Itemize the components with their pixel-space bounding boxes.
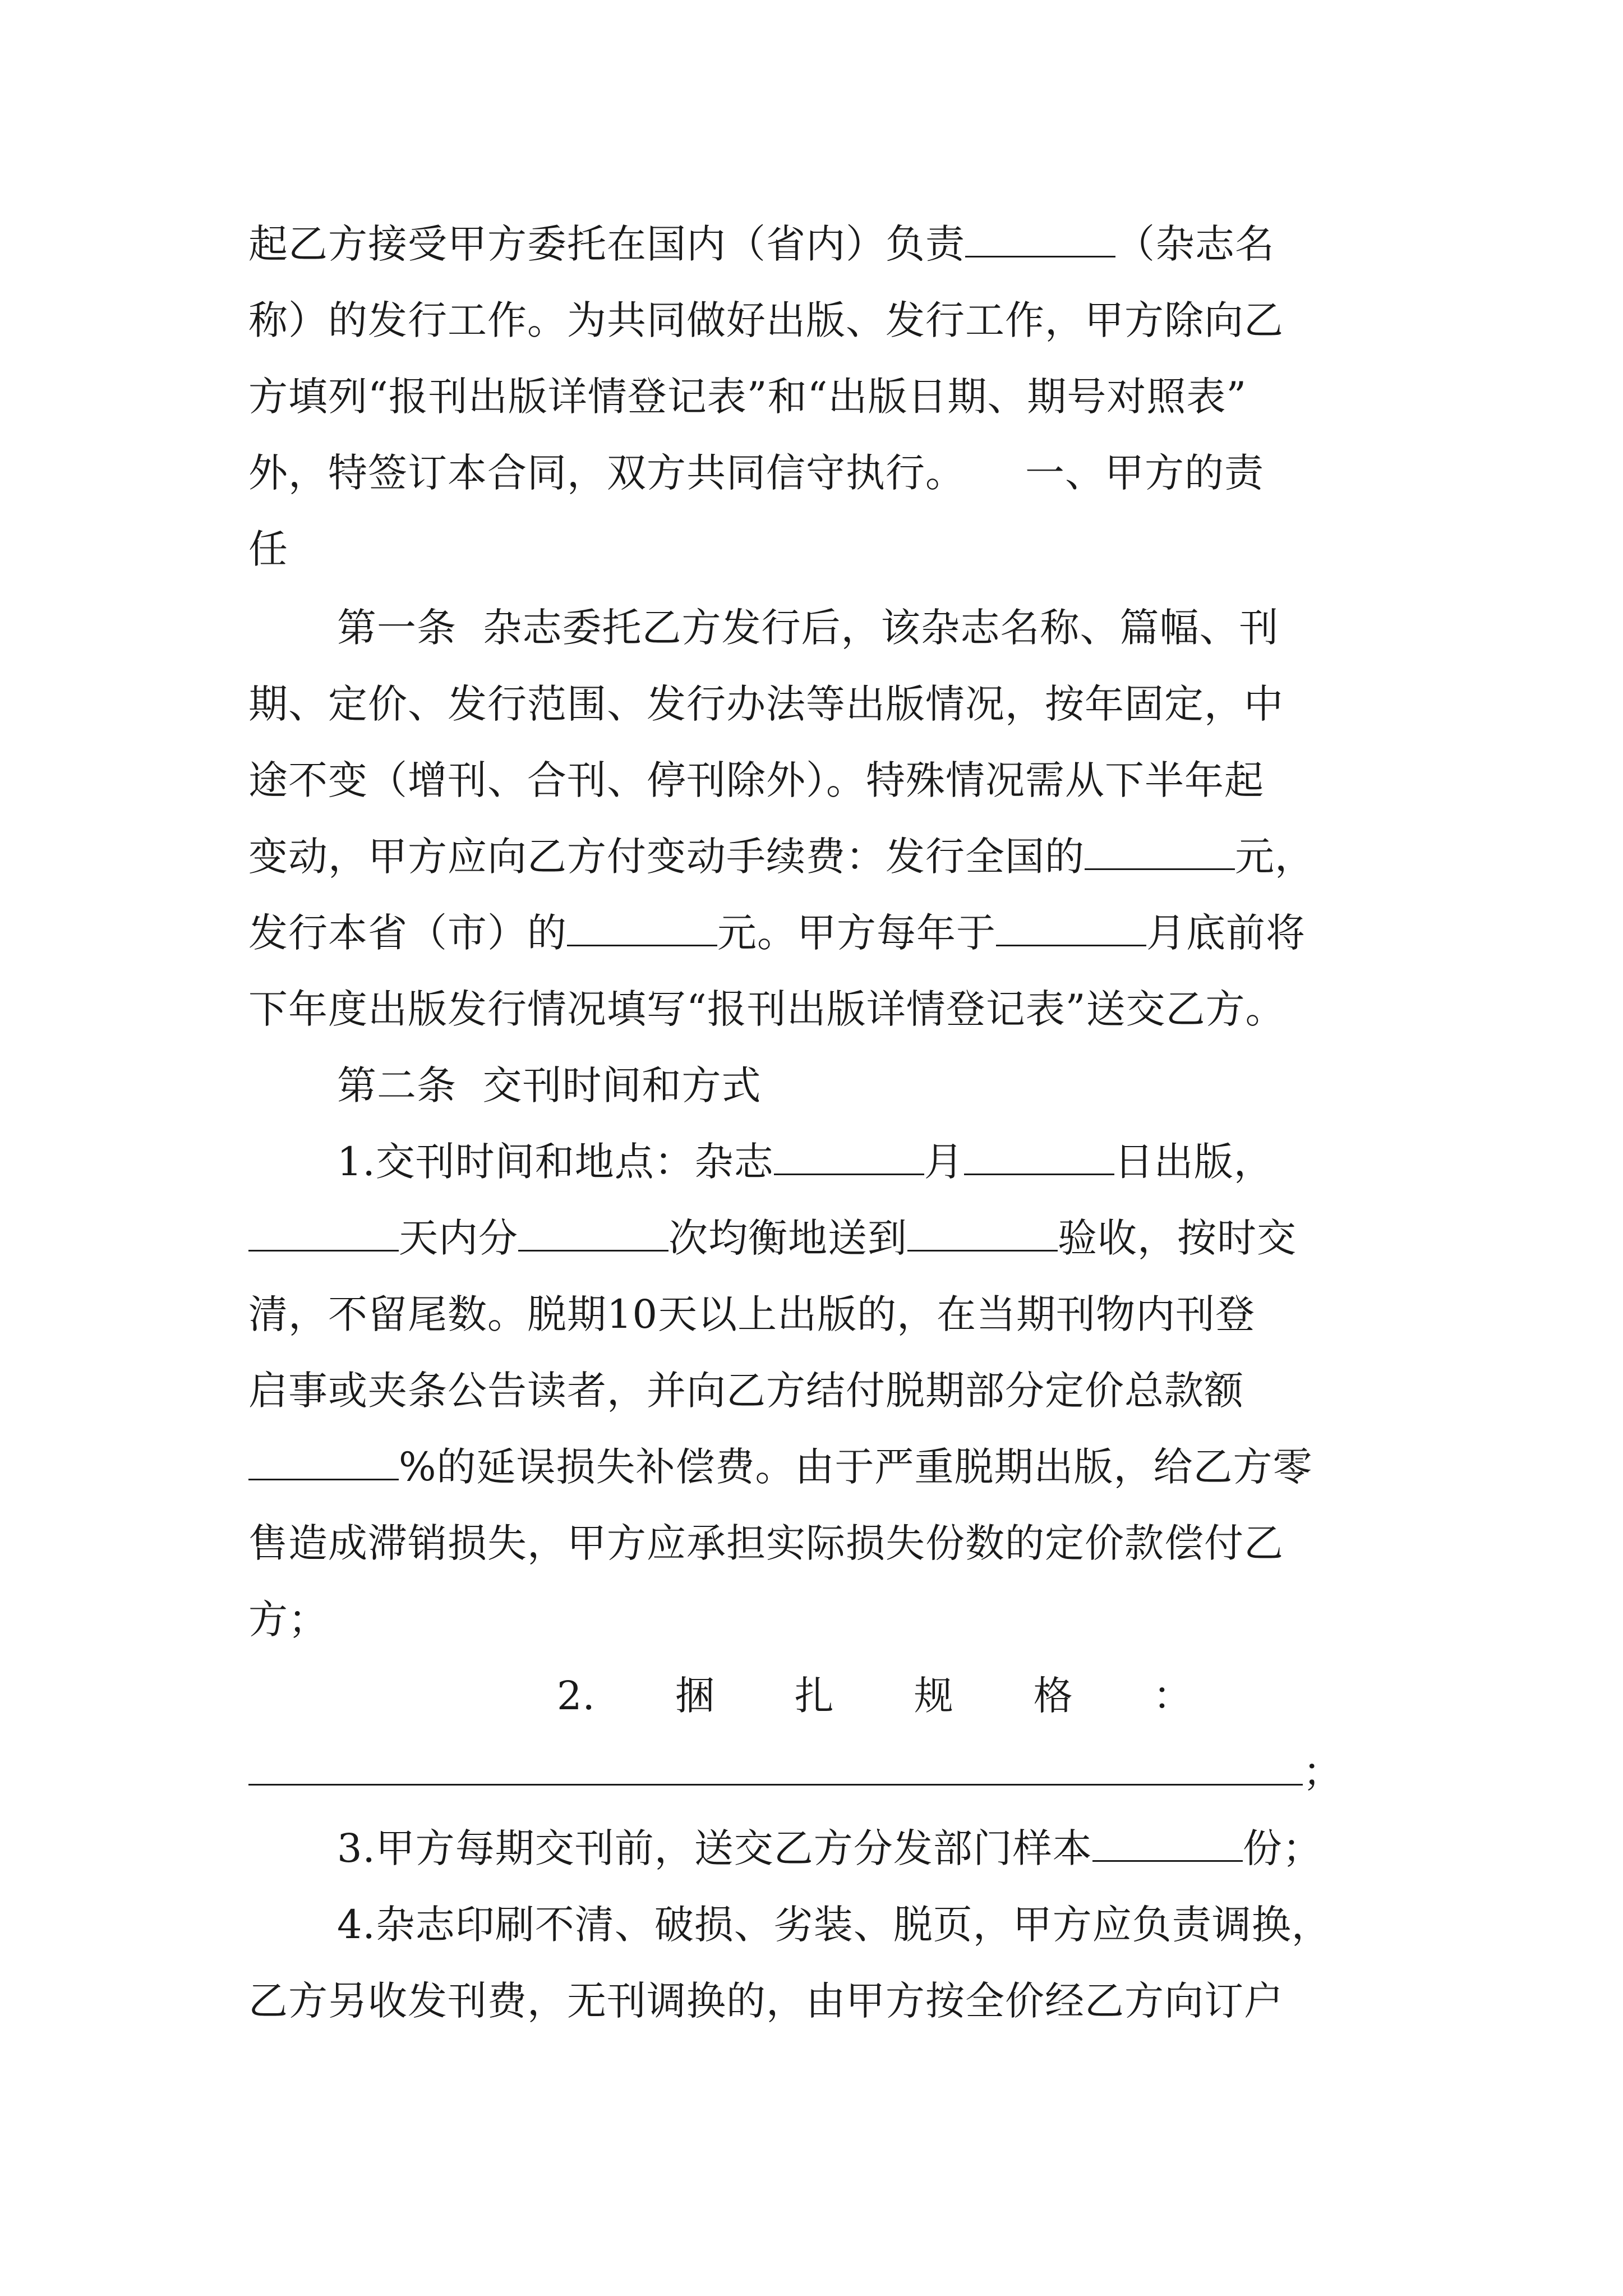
text-line: 售造成滞销损失，甲方应承担实际损失份数的定价款偿付乙 [248, 1520, 1284, 1566]
text-segment: 天内分 [399, 1215, 518, 1261]
text-line: 称）的发行工作。为共同做好出版、发行工作，甲方除向乙 [248, 297, 1284, 343]
text-segment: 变动，甲方应向乙方付变动手续费：发行全国的 [248, 834, 1085, 880]
fill-blank [567, 901, 717, 946]
text-segment: 元， [1235, 834, 1315, 880]
article-one [248, 590, 1387, 1047]
text-line: 外，特签订本合同，双方共同信守执行。 一、甲方的责 [248, 450, 1264, 496]
text-line [248, 895, 1387, 971]
text-segment: 月 [924, 1139, 964, 1185]
fill-blank [1092, 1816, 1243, 1862]
fill-blank [964, 1130, 1114, 1175]
text-line [248, 1734, 1387, 1810]
text-segment: ； [1303, 1749, 1343, 1795]
text-segment: 日出版， [1114, 1139, 1274, 1185]
text-line: 4.杂志印刷不清、破损、劣装、脱页，甲方应负责调换， [337, 1902, 1331, 1948]
text-segment: %的延误损失补偿费。由于严重脱期出版，给乙方零 [399, 1444, 1313, 1490]
fill-blank [996, 901, 1146, 946]
text-segment: 发行本省（市）的 [248, 910, 567, 956]
text-line [248, 818, 1387, 895]
text-segment: 1.交刊时间和地点：杂志 [337, 1139, 774, 1185]
text-line [248, 1810, 1387, 1887]
text-line: 下年度出版发行情况填写“报刊出版详情登记表”送交乙方。 [248, 986, 1285, 1032]
text-line: 启事或夹条公告读者，并向乙方结付脱期部分定价总款额 [248, 1368, 1244, 1414]
text-line: 清，不留尾数。脱期10天以上出版的，在当期刊物内刊登 [248, 1291, 1256, 1337]
fill-blank [965, 212, 1115, 257]
text-line [248, 1200, 1387, 1276]
text-line: 方； [248, 1596, 328, 1642]
text-line: 2. 捆 扎 规 格 ： [557, 1673, 1193, 1719]
article-two [248, 1047, 1387, 2039]
text-line [248, 1429, 1387, 1505]
fill-blank [248, 1435, 399, 1480]
text-line [248, 1124, 1387, 1200]
text-segment: 元。甲方每年于 [717, 910, 996, 956]
text-line: 途不变（增刊、合刊、停刊除外）。特殊情况需从下半年起 [248, 757, 1264, 803]
text-segment: 起乙方接受甲方委托在国内（省内）负责 [248, 221, 965, 267]
fill-blank [1085, 825, 1235, 870]
text-line: 方填列“报刊出版详情登记表”和“出版日期、期号对照表” [248, 374, 1247, 420]
text-line: 期、定价、发行范围、发行办法等出版情况，按年固定，中 [248, 681, 1284, 727]
text-segment: 3.甲方每期交刊前，送交乙方分发部门样本 [337, 1825, 1092, 1871]
fill-blank [907, 1206, 1058, 1251]
fill-blank [774, 1130, 924, 1175]
text-line [248, 206, 1387, 282]
text-line: 任 [248, 526, 288, 572]
text-line: 乙方另收发刊费，无刊调换的，由甲方按全价经乙方向订户 [248, 1978, 1284, 2024]
text-segment: （杂志名 [1115, 221, 1275, 267]
text-segment: 月底前将 [1146, 910, 1306, 956]
article-heading: 第二条 交刊时间和方式 [337, 1062, 762, 1108]
text-segment: 次均衡地送到 [668, 1215, 907, 1261]
fill-blank [518, 1206, 668, 1251]
fill-blank [248, 1206, 399, 1251]
fill-blank [248, 1740, 1303, 1786]
text-segment: 验收，按时交 [1058, 1215, 1297, 1261]
text-segment: 份； [1242, 1825, 1322, 1871]
text-line: 第一条 杂志委托乙方发行后，该杂志名称、篇幅、刊 [337, 605, 1279, 651]
paragraph-intro [248, 206, 1387, 587]
